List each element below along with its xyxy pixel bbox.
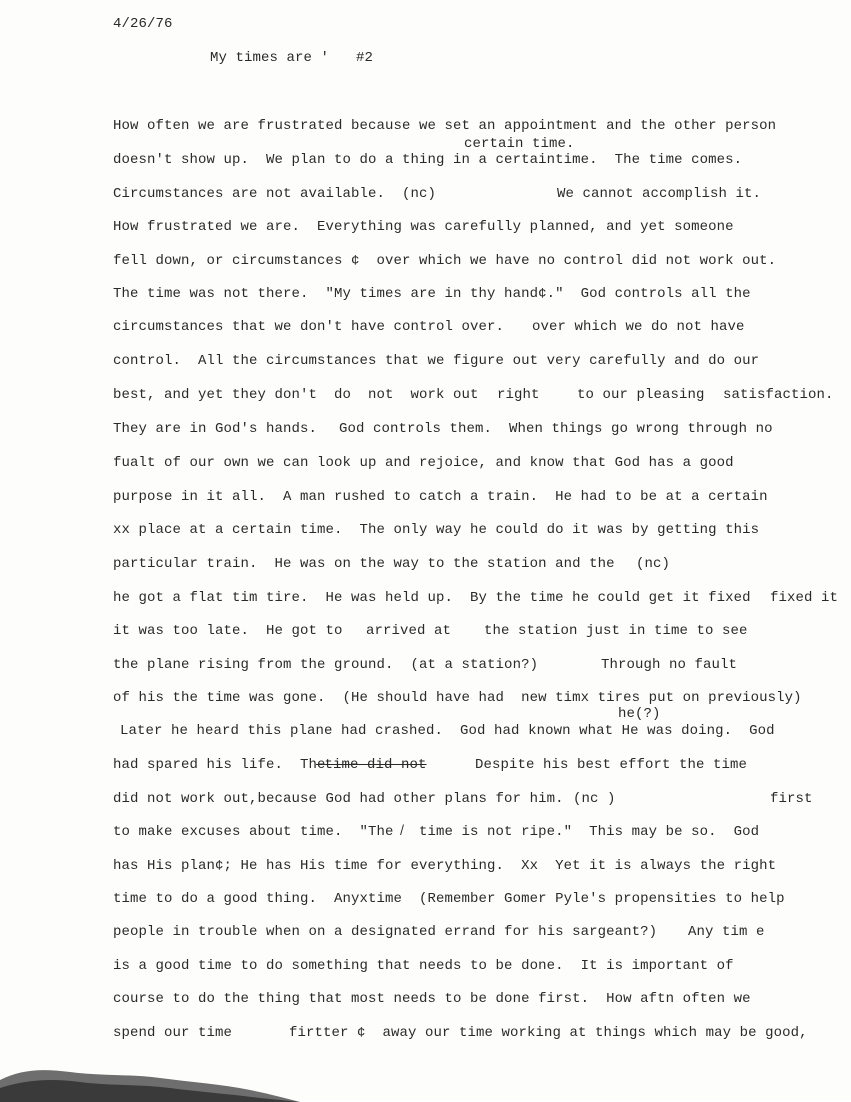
text-line: Despite his best effort the time — [475, 757, 748, 773]
text-line: did not work out,because God had other plans for him. — [113, 791, 564, 807]
text-line: to make excuses about time. "The ̸ time is not ripe." This may be so. God — [113, 824, 760, 840]
text-line: God controls them. When things go wrong through no — [339, 421, 773, 437]
text-line: How often we are frustrated because we set an appointment and the other person — [113, 118, 777, 134]
text-line: people in trouble when on a designated errand for his sargeant?) — [113, 924, 658, 940]
insertion: fixed it — [770, 590, 839, 606]
text-line: particular train. He was on the way to the station and the — [113, 556, 615, 572]
text-line: first — [770, 791, 813, 807]
text-line: How frustrated we are. Everything was carefully planned, and yet someone — [113, 219, 734, 235]
text-line: xx place at a certain time. The only way he could do it was by getting this — [113, 522, 760, 538]
text-line: the station just in time to see — [484, 623, 748, 639]
text-line: arrived at — [366, 623, 452, 639]
text-line: to our pleasing — [577, 387, 705, 403]
page-number: #2 — [356, 50, 374, 66]
text-line: purpose in it all. A man rushed to catch a train. He had to be at a certain — [113, 489, 768, 505]
text-line: he got a flat tim tire. He was held up. By the time he could get it fixed — [113, 590, 751, 606]
text-line: Circumstances are not available. (nc) — [113, 186, 437, 202]
text-line: Through no fault — [601, 657, 738, 673]
text-line: the plane rising from the ground. (at a station?) — [113, 657, 539, 673]
text-line: fualt of our own we can look up and rejoice, and know that God has a good — [113, 455, 734, 471]
text-line: best, and yet they don't do not work out — [113, 387, 479, 403]
torn-edge-shadow — [0, 1062, 300, 1102]
text-line: it was too late. He got to — [113, 623, 343, 639]
text-line: has His plan¢; He has His time for everything. Xx Yet it is always the right — [113, 858, 777, 874]
text-line: fell down, or circumstances ¢ over which we have no control did not work out. — [113, 253, 777, 269]
text-line: They are in God's hands. — [113, 421, 318, 437]
text-line: We cannot accomplish it. — [557, 186, 762, 202]
text-line: Later he heard this plane had crashed. God had known what He was doing. God — [120, 723, 775, 739]
text-line: control. All the circumstances that we figure out very carefully and do our — [113, 353, 760, 369]
insertion: certain time. — [464, 136, 575, 152]
text-line: circumstances that we don't have control over. — [113, 319, 505, 335]
page-title: My times are ' — [210, 50, 330, 66]
text-line: (nc) — [636, 556, 671, 572]
text-line: firtter ¢ away our time working at things which may be good, — [289, 1025, 808, 1041]
text-line: Any tim e — [688, 924, 765, 940]
text-line: right — [497, 387, 540, 403]
text-line: time to do a good thing. Anyxtime (Remember Gomer Pyle's propensities to help — [113, 891, 785, 907]
text-line: had spared his life. The — [113, 757, 326, 773]
text-line: over which we do not have — [532, 319, 745, 335]
text-line: The time was not there. "My times are in thy hand¢." God controls all the — [113, 286, 751, 302]
text-line: spend our time — [113, 1025, 233, 1041]
text-line: of his the time was gone. (He should have had new timx tires put on previously) — [113, 690, 802, 706]
text-line: course to do the thing that most needs to be done first. How aftn often we — [113, 991, 751, 1007]
insertion: he(?) — [618, 706, 661, 722]
text-line: (nc ) — [573, 791, 616, 807]
text-line: doesn't show up. We plan to do a thing in a certaintime. The time comes. — [113, 152, 743, 168]
text-line: is a good time to do something that needs to be done. It is important of — [113, 958, 734, 974]
date: 4/26/76 — [113, 16, 173, 32]
text-line: satisfaction. — [723, 387, 834, 403]
struck-text: -time did not — [316, 757, 427, 773]
